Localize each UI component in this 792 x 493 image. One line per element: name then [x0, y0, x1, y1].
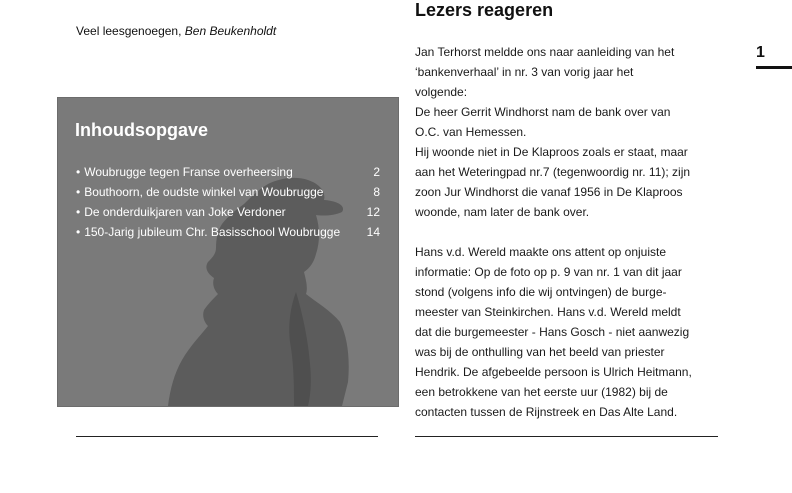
toc-item-page: 14	[366, 225, 380, 239]
article-line: O.C. van Hemessen.	[415, 125, 527, 139]
article-line: Hans v.d. Wereld maakte ons attent op onjuiste	[415, 245, 667, 259]
article-line: informatie: Op de foto op p. 9 van nr. 1 van dit jaar	[415, 265, 682, 279]
toc-item-label	[76, 222, 340, 242]
article-line: aan het Weteringpad nr.7 (tegenwoordig nr. 11); zijn	[415, 165, 691, 179]
article-line: contacten tussen de Rijnstreek en Das Alte Land.	[415, 405, 678, 419]
toc-item-label	[76, 162, 293, 182]
toc-item-text: 150-Jarig jubileum Chr. Basisschool Woubrugge	[84, 225, 341, 239]
toc-item-label	[76, 182, 323, 202]
bullet-icon: •	[76, 225, 81, 239]
article-line: dat die burgemeester - Hans Gosch - niet aanwezig	[415, 325, 690, 339]
article-line: woonde, nam later de bank over.	[415, 205, 590, 219]
toc-item	[76, 162, 380, 182]
left-column-divider	[76, 436, 378, 437]
toc-item-page: 12	[366, 205, 380, 219]
article-line: zoon Jur Windhorst die vanaf 1956 in De Klaproos	[415, 185, 683, 199]
article-line: stond (volgens info die wij ontvingen) de burge-	[415, 285, 667, 299]
man-silhouette-image	[58, 98, 398, 406]
toc-item-text: Woubrugge tegen Franse overheersing	[84, 165, 293, 179]
toc-item-text: Bouthoorn, de oudste winkel van Woubrugge	[84, 185, 324, 199]
toc-list	[76, 162, 380, 242]
article-line: Hij woonde niet in De Klaproos zoals er staat, maar	[415, 145, 688, 159]
page-number-tab	[756, 66, 792, 69]
greeting-text: Veel leesgenoegen,	[76, 24, 185, 38]
bullet-icon: •	[76, 185, 81, 199]
greeting-line	[76, 24, 276, 38]
greeting-author: Ben Beukenholdt	[184, 24, 277, 38]
paragraph-gap	[415, 222, 715, 242]
toc-item-text: De onderduikjaren van Joke Verdoner	[84, 205, 286, 219]
toc-item	[76, 182, 380, 202]
toc-item-label	[76, 202, 286, 222]
toc-item-page: 2	[373, 165, 380, 179]
article-line: ‘bankenverhaal’ in nr. 3 van vorig jaar het	[415, 65, 634, 79]
toc-item	[76, 202, 380, 222]
article-line: volgende:	[415, 85, 468, 99]
toc-item-page: 8	[373, 185, 380, 199]
table-of-contents-box	[57, 97, 399, 407]
bullet-icon: •	[76, 165, 81, 179]
toc-title: Inhoudsopgave	[75, 120, 209, 140]
toc-item	[76, 222, 380, 242]
article-line: was bij de onthulling van het beeld van priester	[415, 345, 665, 359]
page-number: 1	[756, 44, 765, 61]
article-body	[415, 42, 715, 422]
article-line: Jan Terhorst meldde ons naar aanleiding van het	[415, 45, 675, 59]
article-line: een betrokkene van het eerste uur (1982) bij de	[415, 385, 668, 399]
article-line: Hendrik. De afgebeelde persoon is Ulrich Heitmann,	[415, 365, 692, 379]
article-line: De heer Gerrit Windhorst nam de bank over van	[415, 105, 671, 119]
bullet-icon: •	[76, 205, 81, 219]
article-line: meester van Steinkirchen. Hans v.d. Wereld meldt	[415, 305, 681, 319]
article-heading: Lezers reageren	[415, 0, 554, 20]
right-column-divider	[415, 436, 718, 437]
